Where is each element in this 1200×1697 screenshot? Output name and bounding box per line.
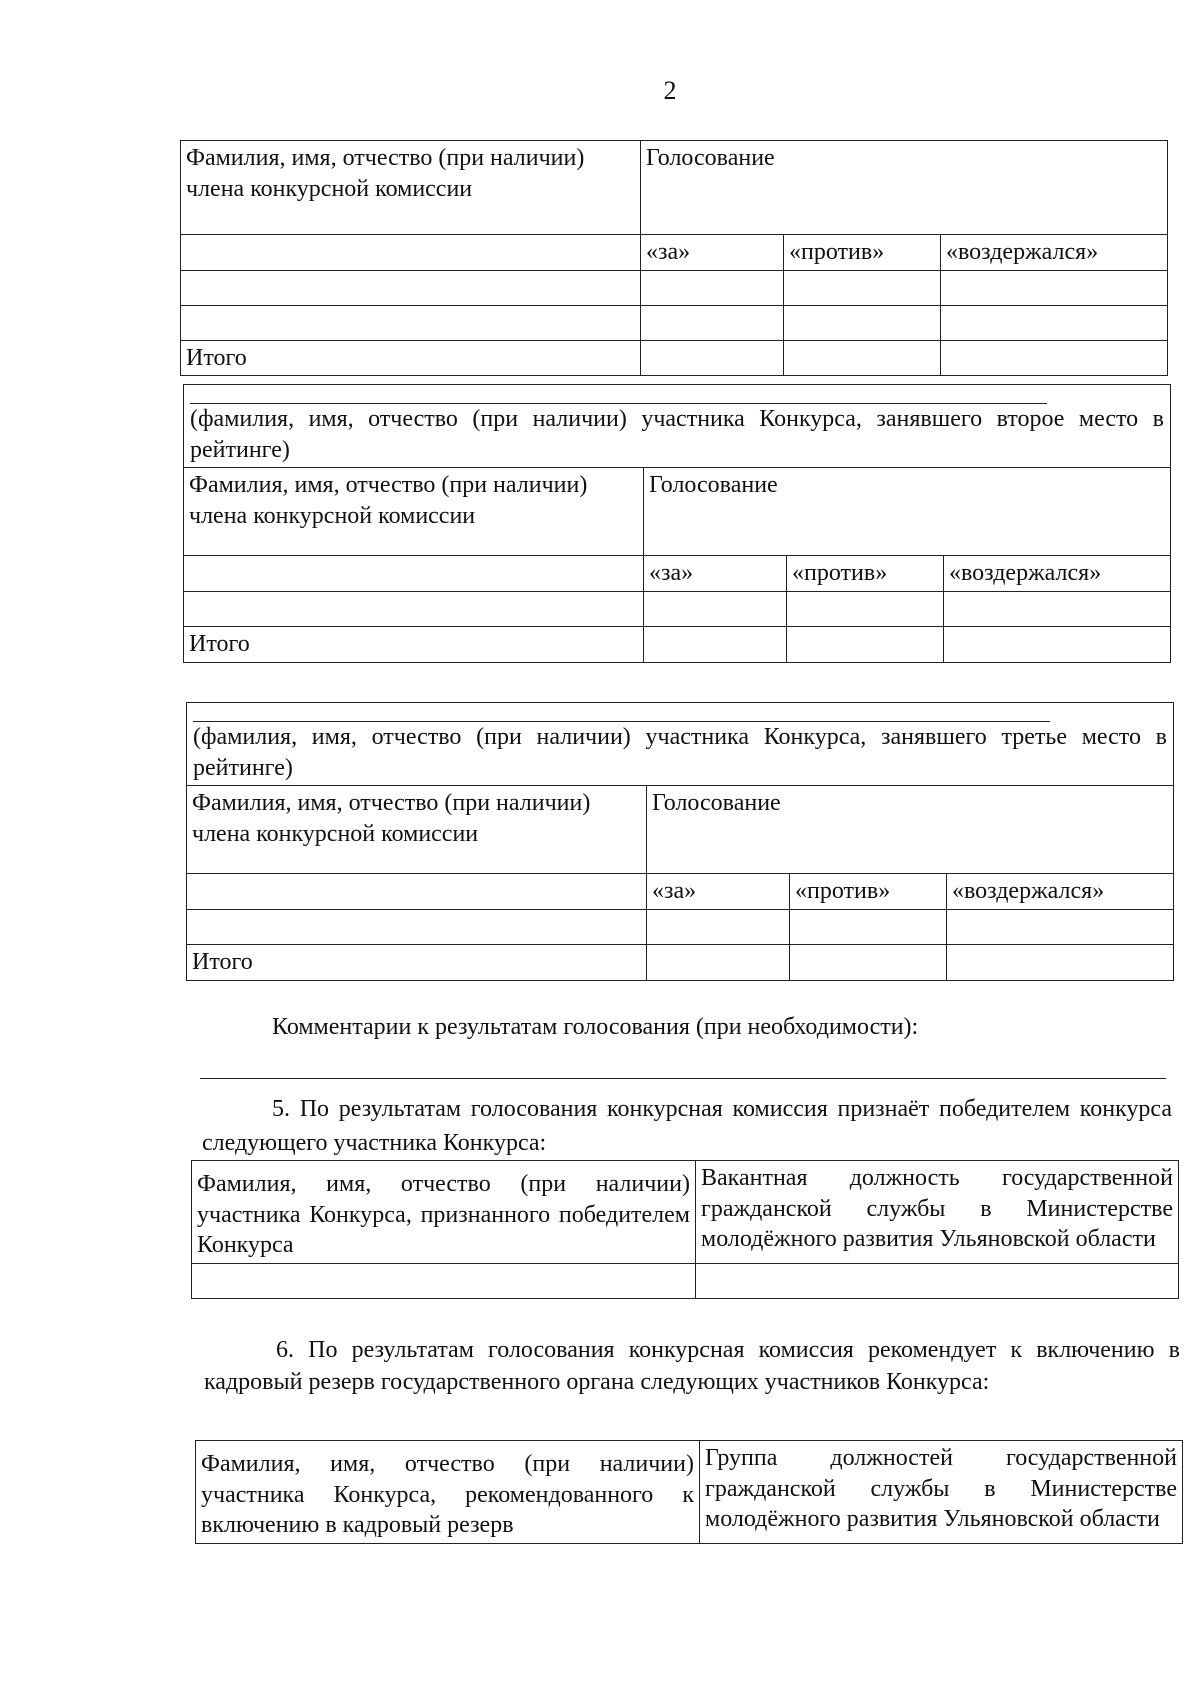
item6-paragraph: 6. По результатам голосования конкурсная комиссия рекомендует к включению в кадровый резерв государственного органа следующих участников Конкурса: (204, 1337, 1180, 1395)
member-cell (187, 874, 647, 910)
member-column-header: Фамилия, имя, отчество (при наличии) члена конкурсной комиссии (184, 468, 644, 556)
vote-for-header: «за» (641, 235, 784, 271)
winner-name-cell (192, 1264, 696, 1299)
comments-line (200, 1078, 1166, 1079)
winner-name-header: Фамилия, имя, отчество (при наличии) участника Конкурса, признанного победителем Конкурса (192, 1161, 696, 1264)
page-number: 2 (663, 76, 677, 105)
reserve-group-header: Группа должностей государственной гражданской службы в Министерстве молодёжного развития Ульяновской области (700, 1441, 1183, 1544)
third-place-caption: (фамилия, имя, отчество (при наличии) участника Конкурса, занявшего третье место в рейтинге) (193, 724, 1167, 781)
vote-for-header: «за» (647, 874, 790, 910)
reserve-name-header: Фамилия, имя, отчество (при наличии) участника Конкурса, рекомендованного к включению в кадровый резерв (196, 1441, 700, 1544)
vote-abstain-header: «воздержался» (944, 556, 1171, 592)
comments-label: Комментарии к результатам голосования (при необходимости): (272, 1014, 919, 1040)
total-label: Итого (184, 627, 644, 663)
member-column-header: Фамилия, имя, отчество (при наличии) члена конкурсной комиссии (181, 141, 641, 235)
voting-header: Голосование (641, 141, 1168, 235)
second-place-block (183, 384, 1171, 663)
winner-position-cell (696, 1264, 1179, 1299)
voting-header: Голосование (644, 468, 1171, 556)
voting-table-first (180, 140, 1168, 376)
total-label: Итого (187, 945, 647, 981)
voting-header: Голосование (647, 786, 1174, 874)
vote-against-header: «против» (787, 556, 944, 592)
third-place-block (186, 702, 1174, 981)
member-cell (184, 556, 644, 592)
vote-against-header: «против» (784, 235, 941, 271)
total-label: Итого (181, 340, 641, 376)
winner-table (191, 1160, 1179, 1299)
winner-position-header: Вакантная должность государственной гражданской службы в Министерстве молодёжного развития Ульяновской области (696, 1161, 1179, 1264)
member-column-header: Фамилия, имя, отчество (при наличии) члена конкурсной комиссии (187, 786, 647, 874)
reserve-table (195, 1440, 1183, 1544)
vote-abstain-header: «воздержался» (941, 235, 1168, 271)
item5-paragraph: 5. По результатам голосования конкурсная комиссия признаёт победителем конкурса следующего участника Конкурса: (202, 1096, 1172, 1156)
member-cell (181, 235, 641, 271)
vote-against-header: «против» (790, 874, 947, 910)
vote-for-header: «за» (644, 556, 787, 592)
second-place-caption: (фамилия, имя, отчество (при наличии) участника Конкурса, занявшего второе место в рейтинге) (190, 406, 1164, 463)
vote-abstain-header: «воздержался» (947, 874, 1174, 910)
